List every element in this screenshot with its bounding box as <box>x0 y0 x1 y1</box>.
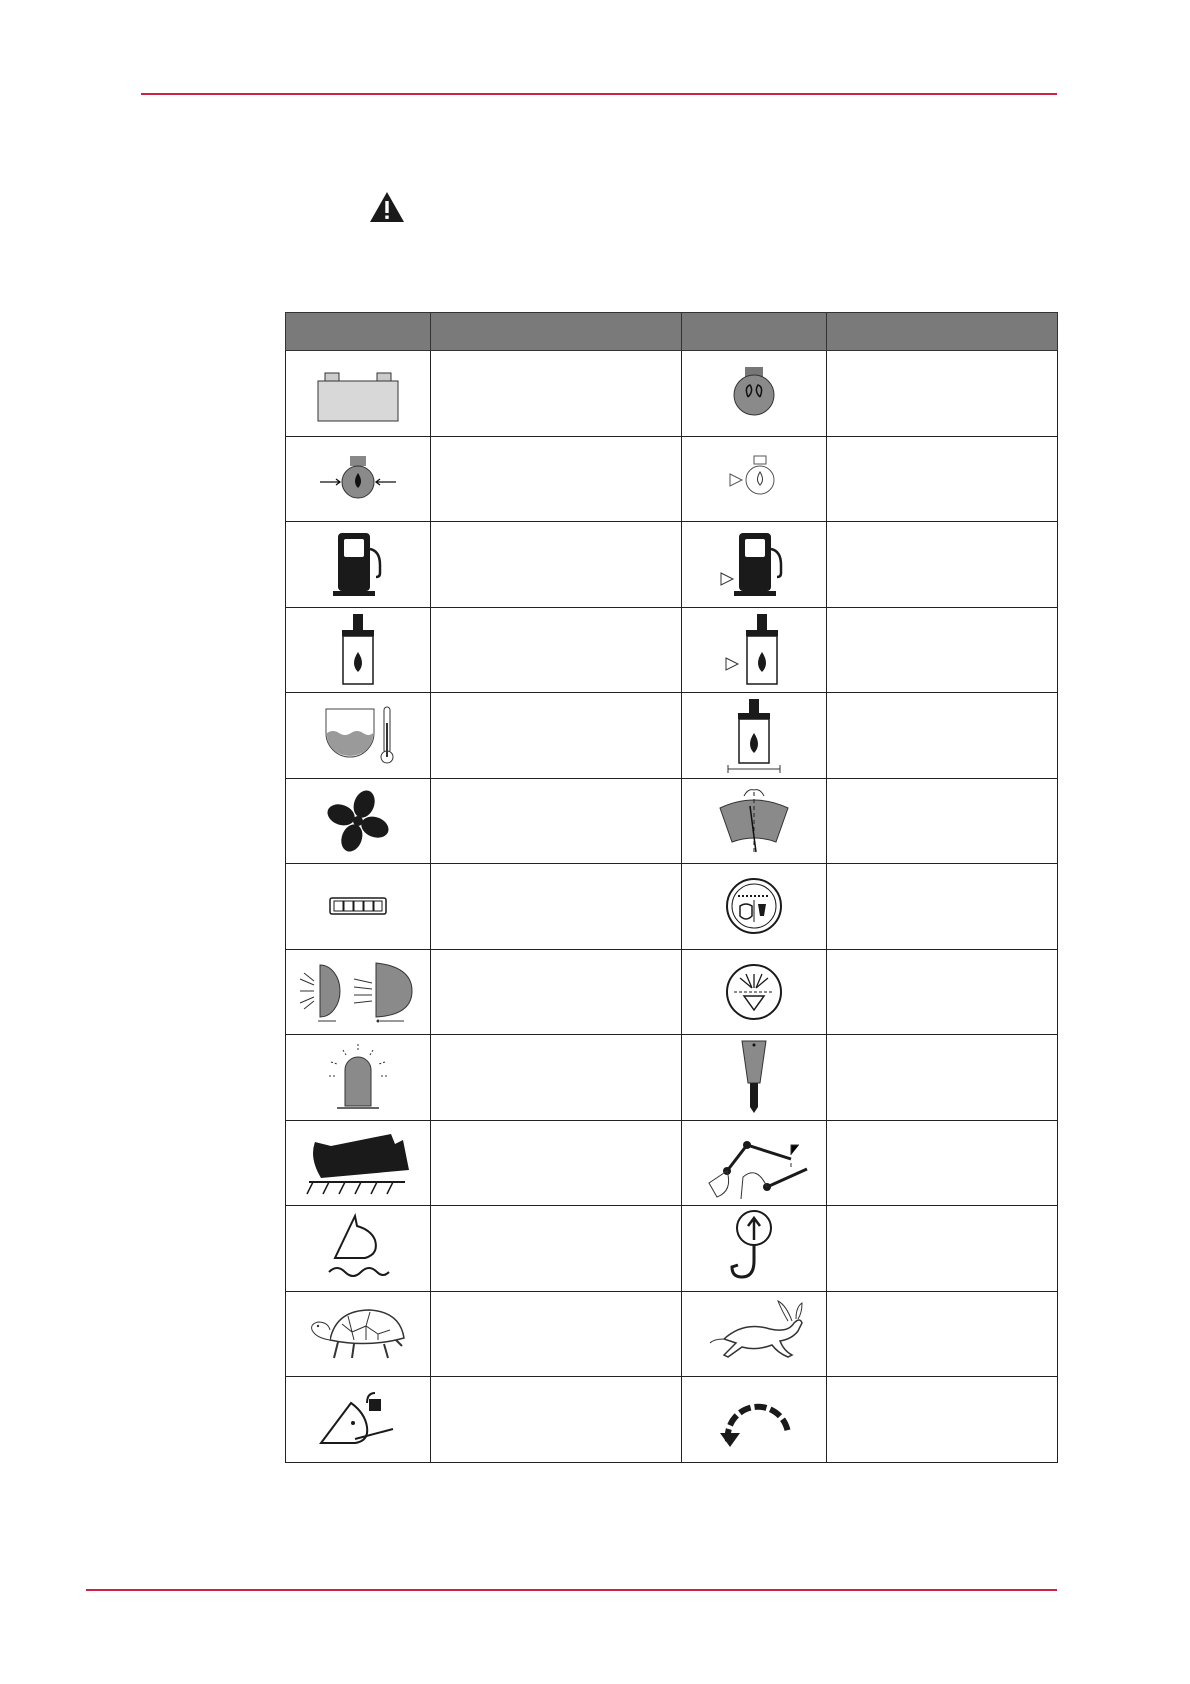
symbol-cell <box>682 522 827 608</box>
meaning-cell <box>431 949 682 1035</box>
windshield-wiper-icon <box>716 786 792 856</box>
symbol-cell <box>286 949 431 1035</box>
table-row <box>286 607 1058 693</box>
meaning-cell <box>827 1377 1058 1463</box>
symbol-cell <box>286 351 431 437</box>
table-row <box>286 1206 1058 1292</box>
slow-speed-turtle-icon <box>308 1304 408 1364</box>
symbol-cell <box>286 864 431 950</box>
boom-arm-icon <box>699 1125 809 1201</box>
symbol-cell <box>682 436 827 522</box>
hydraulic-oil-level-icon <box>724 612 784 688</box>
meaning-cell <box>827 949 1058 1035</box>
table-row <box>286 1120 1058 1206</box>
meaning-cell <box>827 1120 1058 1206</box>
hour-meter-icon <box>328 894 388 918</box>
fuel-pump-icon <box>328 529 388 599</box>
meaning-cell <box>431 522 682 608</box>
table-row <box>286 949 1058 1035</box>
meaning-cell <box>431 1377 682 1463</box>
meaning-cell <box>431 1206 682 1292</box>
work-lights-icon <box>298 957 418 1027</box>
symbol-cell <box>682 1035 827 1121</box>
header-meaning-1 <box>431 313 682 351</box>
table-row <box>286 436 1058 522</box>
meaning-cell <box>827 1291 1058 1377</box>
hydraulic-oil-icon <box>338 612 378 688</box>
washer-icon <box>724 962 784 1022</box>
footer-rule <box>86 1589 1057 1591</box>
meaning-cell <box>431 607 682 693</box>
symbol-cell <box>286 1120 431 1206</box>
symbol-cell <box>286 778 431 864</box>
meaning-cell <box>827 778 1058 864</box>
symbol-cell <box>286 693 431 779</box>
symbol-cell <box>682 778 827 864</box>
fuel-level-icon <box>719 529 789 599</box>
bucket-float-icon <box>323 1210 393 1286</box>
hydraulic-oil-filter-icon <box>724 697 784 773</box>
meaning-cell <box>827 864 1058 950</box>
symbol-table <box>285 312 1058 1463</box>
meaning-cell <box>827 607 1058 693</box>
meaning-cell <box>431 693 682 779</box>
meaning-cell <box>827 1206 1058 1292</box>
meaning-cell <box>827 693 1058 779</box>
header-rule <box>141 93 1057 95</box>
meaning-cell <box>431 1035 682 1121</box>
lifting-hook-icon <box>729 1208 779 1288</box>
symbol-cell <box>286 522 431 608</box>
meaning-cell <box>431 351 682 437</box>
throttle-speed-icon <box>724 876 784 936</box>
symbol-cell <box>286 1377 431 1463</box>
glow-plug-icon <box>724 363 784 423</box>
symbol-cell <box>286 1035 431 1121</box>
meaning-cell <box>827 436 1058 522</box>
dozer-blade-icon <box>303 1128 413 1198</box>
symbol-cell <box>286 1291 431 1377</box>
table-row <box>286 864 1058 950</box>
meaning-cell <box>431 864 682 950</box>
table-row <box>286 693 1058 779</box>
warning-triangle-icon <box>369 191 405 223</box>
symbol-cell <box>286 436 431 522</box>
header-symbol-1 <box>286 313 431 351</box>
meaning-cell <box>827 1035 1058 1121</box>
hydraulic-hammer-icon <box>734 1039 774 1115</box>
battery-icon <box>313 363 403 423</box>
table-header-row <box>286 313 1058 351</box>
engine-oil-level-icon <box>724 454 784 504</box>
header-symbol-2 <box>682 313 827 351</box>
symbol-cell <box>682 1377 827 1463</box>
meaning-cell <box>827 351 1058 437</box>
symbol-cell <box>682 864 827 950</box>
meaning-cell <box>431 1120 682 1206</box>
symbol-cell <box>682 607 827 693</box>
table-row <box>286 1291 1058 1377</box>
table-row <box>286 351 1058 437</box>
symbol-cell <box>682 949 827 1035</box>
symbol-cell <box>682 351 827 437</box>
table-row <box>286 1035 1058 1121</box>
symbol-cell <box>682 1206 827 1292</box>
table-row <box>286 522 1058 608</box>
symbol-cell <box>682 693 827 779</box>
rotating-beacon-icon <box>323 1042 393 1112</box>
meaning-cell <box>431 778 682 864</box>
symbol-cell <box>682 1291 827 1377</box>
fan-icon <box>326 789 390 853</box>
symbol-cell <box>286 1206 431 1292</box>
meaning-cell <box>431 1291 682 1377</box>
table-row <box>286 1377 1058 1463</box>
coolant-temperature-icon <box>318 703 398 767</box>
meaning-cell <box>431 436 682 522</box>
symbol-cell <box>682 1120 827 1206</box>
table-row <box>286 778 1058 864</box>
fast-speed-rabbit-icon <box>704 1299 804 1369</box>
header-meaning-2 <box>827 313 1058 351</box>
meaning-cell <box>827 522 1058 608</box>
engine-oil-pressure-icon <box>318 454 398 504</box>
rotation-icon <box>714 1389 794 1449</box>
symbol-cell <box>286 607 431 693</box>
quick-coupler-icon <box>313 1389 403 1449</box>
